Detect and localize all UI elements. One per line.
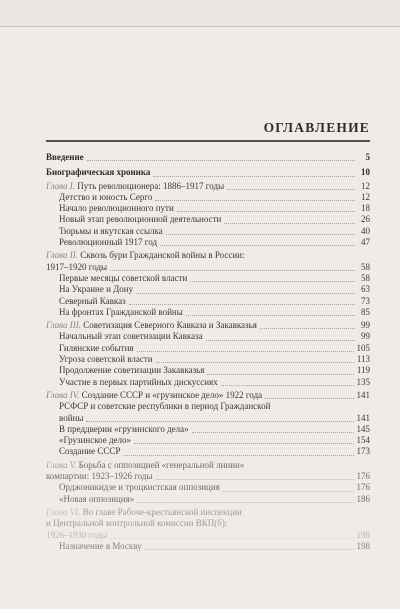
toc-entry — [46, 390, 370, 401]
toc-entry — [46, 471, 370, 482]
toc-entry-title — [59, 307, 183, 318]
toc-entry-label: В преддверии «грузинского дела» — [59, 423, 189, 434]
toc-page-number: 176 — [356, 482, 370, 493]
toc-entry-title — [59, 203, 174, 214]
dot-leader — [166, 234, 355, 235]
toc-entry-label: компартии: 1923–1926 годы — [46, 471, 153, 482]
toc-page-number: 18 — [361, 203, 370, 214]
toc-entry-label: 1917–1920 годы — [46, 261, 108, 272]
toc-entry-label: войны — [59, 412, 84, 423]
toc-entry-label: Гилянские события — [59, 342, 134, 353]
toc-page-number: 99 — [361, 320, 370, 331]
dot-leader — [160, 245, 355, 246]
dot-leader — [86, 421, 353, 422]
toc-entry-label: Назначение в Москву — [59, 540, 142, 551]
dot-leader — [156, 362, 354, 363]
toc-page-number: 141 — [356, 412, 370, 423]
toc-page-number: 26 — [361, 214, 370, 225]
chapter-number: Глава IV. — [46, 389, 80, 400]
toc-page-number: 73 — [361, 295, 370, 306]
toc-entry-title — [59, 284, 133, 295]
toc-entry-title — [59, 424, 189, 435]
toc-page-number: 12 — [361, 191, 370, 202]
toc-entry-label: и Центральной контрольной комиссии ВКП(б): — [46, 518, 228, 529]
toc-page-number: 198 — [356, 529, 370, 540]
toc-page-number: 12 — [361, 180, 370, 191]
chapter-number: Глава I. — [46, 180, 76, 191]
toc-entry-label: Продолжение советизации Закавказья — [59, 365, 205, 376]
toc-entry — [46, 541, 370, 552]
toc-entry-title — [46, 390, 262, 401]
toc-entry-label: Введение — [46, 152, 84, 162]
toc-entry — [46, 424, 370, 435]
toc-entry-label: 1926–1930 годы — [46, 529, 108, 540]
toc-entry — [46, 307, 370, 318]
toc-entry-label: Северный Кавказ — [59, 295, 126, 306]
toc-entry-label: Борьба с оппозицией «генеральной линии» — [78, 459, 245, 470]
toc-entry — [46, 446, 370, 457]
toc-entry-label: Создание СССР — [59, 446, 121, 457]
dot-leader — [224, 223, 355, 224]
toc-entry — [46, 262, 370, 273]
toc-entry-label: РСФСР и советские республики в период Гражданской — [59, 401, 271, 412]
toc-entry-label: Революционный 1917 год — [59, 237, 158, 248]
toc-entry — [46, 214, 370, 225]
toc-entry-title — [59, 214, 221, 225]
toc-entry-title — [46, 460, 244, 471]
chapter-number: Глава II. — [46, 250, 79, 261]
toc-entry-label: Во главе Рабоче-крестьянской инспекции — [82, 506, 242, 517]
toc-entry-label: Советизация Северного Кавказа и Закавказья — [83, 320, 257, 331]
toc-entry — [46, 354, 370, 365]
toc-entry-title — [46, 530, 107, 541]
dot-leader — [227, 189, 355, 190]
toc-entry — [46, 203, 370, 214]
toc-entry — [46, 460, 370, 471]
toc-entry-title — [46, 167, 150, 178]
toc-entry-label: Тюрьмы и якутская ссылка — [59, 225, 163, 236]
toc-page-number: 58 — [361, 272, 370, 283]
toc-entry — [46, 401, 370, 412]
toc-entry-title — [59, 237, 157, 248]
chapter-number: Глава III. — [46, 320, 82, 331]
toc-entry-label: Начало революционного пути — [59, 203, 174, 214]
toc-entry-label: Начальный этап советизации Кавказа — [59, 331, 203, 342]
toc-entry — [46, 331, 370, 342]
toc-entry-title — [59, 401, 270, 412]
toc-page-number: 154 — [356, 435, 370, 446]
toc-entry-title — [59, 377, 218, 388]
toc-entry — [46, 250, 370, 261]
toc-entry-title — [59, 482, 220, 493]
toc-page-number: 85 — [361, 306, 370, 317]
toc-entry — [46, 343, 370, 354]
toc-entry-label: Первые месяцы советской власти — [59, 272, 188, 283]
dot-leader — [87, 160, 355, 161]
dot-leader — [155, 200, 355, 201]
dot-leader — [192, 432, 354, 433]
toc-entry-title — [59, 331, 203, 342]
toc-entry-label: Биографическая хроника — [46, 167, 151, 178]
dot-leader — [207, 374, 353, 375]
dot-leader — [145, 549, 354, 550]
dot-leader — [186, 315, 355, 316]
dot-leader — [206, 340, 355, 341]
toc-entry-title — [59, 273, 187, 284]
toc-page-number: 113 — [356, 354, 370, 365]
toc-entry-title — [59, 494, 134, 505]
toc-entry — [46, 482, 370, 493]
toc-entry — [46, 181, 370, 192]
toc-entry-title — [59, 354, 153, 365]
toc-page-number: 198 — [356, 540, 370, 551]
dot-leader — [123, 455, 353, 456]
dot-leader — [156, 479, 354, 480]
dot-leader — [190, 281, 355, 282]
toc-entry-title — [46, 250, 245, 261]
title-underline — [46, 140, 370, 142]
toc-entry-label: Орджоникидзе и троцкистская оппозиция — [59, 482, 220, 493]
toc-entry-label: На Украине и Дону — [59, 284, 134, 295]
toc-entry-title — [59, 192, 152, 203]
toc-entry-title — [46, 320, 257, 331]
toc-entry-title — [46, 507, 242, 518]
toc-entry — [46, 237, 370, 248]
toc-page-number: 145 — [356, 423, 370, 434]
toc-entry — [46, 192, 370, 203]
toc-entry-label: Сквозь бури Гражданской войны в России: — [80, 250, 245, 261]
toc-page-number: 5 — [365, 152, 370, 162]
dot-leader — [134, 443, 353, 444]
dot-leader — [110, 538, 353, 539]
dot-leader — [136, 293, 355, 294]
toc-page-number: 58 — [361, 261, 370, 272]
toc-page-number: 10 — [361, 167, 370, 178]
toc-entry-label: Участие в первых партийных дискуссиях — [59, 376, 218, 387]
toc-entry — [46, 365, 370, 376]
toc-entry-label: Путь революционера: 1886–1917 годы — [77, 180, 225, 191]
toc-entry-title — [59, 446, 120, 457]
chapter-number: Глава V. — [46, 459, 77, 470]
toc-page-number: 176 — [356, 471, 370, 482]
toc-entry-title — [59, 435, 131, 446]
toc-entry-label: Детство и юность Серго — [59, 191, 153, 202]
toc-entry — [46, 226, 370, 237]
toc-page-number: 63 — [361, 284, 370, 295]
toc-entry-title — [46, 471, 153, 482]
dot-leader — [110, 270, 355, 271]
toc-entry-title — [46, 152, 84, 163]
toc-entry-label: «Новая оппозиция» — [59, 493, 135, 504]
dot-leader — [260, 328, 355, 329]
dot-leader — [137, 351, 354, 352]
dot-leader — [221, 385, 354, 386]
toc-entry — [46, 320, 370, 331]
dot-leader — [177, 211, 355, 212]
toc-page-number: 135 — [356, 376, 370, 387]
page-title: ОГЛАВЛЕНИЕ — [263, 120, 370, 135]
toc-entry — [46, 507, 370, 518]
toc-entry-label: Угроза советской власти — [59, 354, 153, 365]
toc-entry-title — [59, 365, 204, 376]
toc-entry-label: «Грузинское дело» — [59, 435, 132, 446]
toc-entry — [46, 530, 370, 541]
toc-entry-title — [59, 541, 142, 552]
dot-leader — [265, 398, 353, 399]
toc-entry — [46, 494, 370, 505]
toc-entry — [46, 413, 370, 424]
toc-entry-label: На фронтах Гражданской войны — [59, 306, 183, 317]
toc-entry-label: Новый этап революционной деятельности — [59, 214, 222, 225]
dot-leader — [129, 304, 355, 305]
toc-entry-title — [59, 296, 126, 307]
toc-page-number: 186 — [356, 493, 370, 504]
dot-leader — [153, 176, 355, 177]
table-of-contents — [46, 152, 370, 552]
toc-entry — [46, 296, 370, 307]
dot-leader — [223, 491, 354, 492]
toc-entry — [46, 167, 370, 178]
toc-entry-title — [59, 226, 163, 237]
toc-entry — [46, 518, 370, 529]
toc-page-number: 99 — [361, 331, 370, 342]
toc-page-number: 47 — [361, 237, 370, 248]
toc-entry-label: Создание СССР и «грузинское дело» 1922 года — [81, 389, 263, 400]
toc-entry-title — [46, 518, 227, 529]
toc-page-number: 141 — [356, 389, 370, 400]
toc-page-number: 173 — [356, 446, 370, 457]
toc-entry — [46, 152, 370, 163]
page-top-edge — [0, 26, 400, 27]
toc-entry-title — [46, 181, 224, 192]
toc-page-number: 119 — [356, 365, 370, 376]
toc-entry — [46, 273, 370, 284]
toc-page-number: 105 — [356, 342, 370, 353]
toc-entry-title — [59, 413, 83, 424]
toc-entry-title — [59, 343, 134, 354]
toc-entry — [46, 284, 370, 295]
toc-page-number: 40 — [361, 225, 370, 236]
toc-entry — [46, 377, 370, 388]
toc-entry — [46, 435, 370, 446]
dot-leader — [137, 502, 353, 503]
chapter-number: Глава VI. — [46, 506, 81, 517]
toc-entry-title — [46, 262, 107, 273]
